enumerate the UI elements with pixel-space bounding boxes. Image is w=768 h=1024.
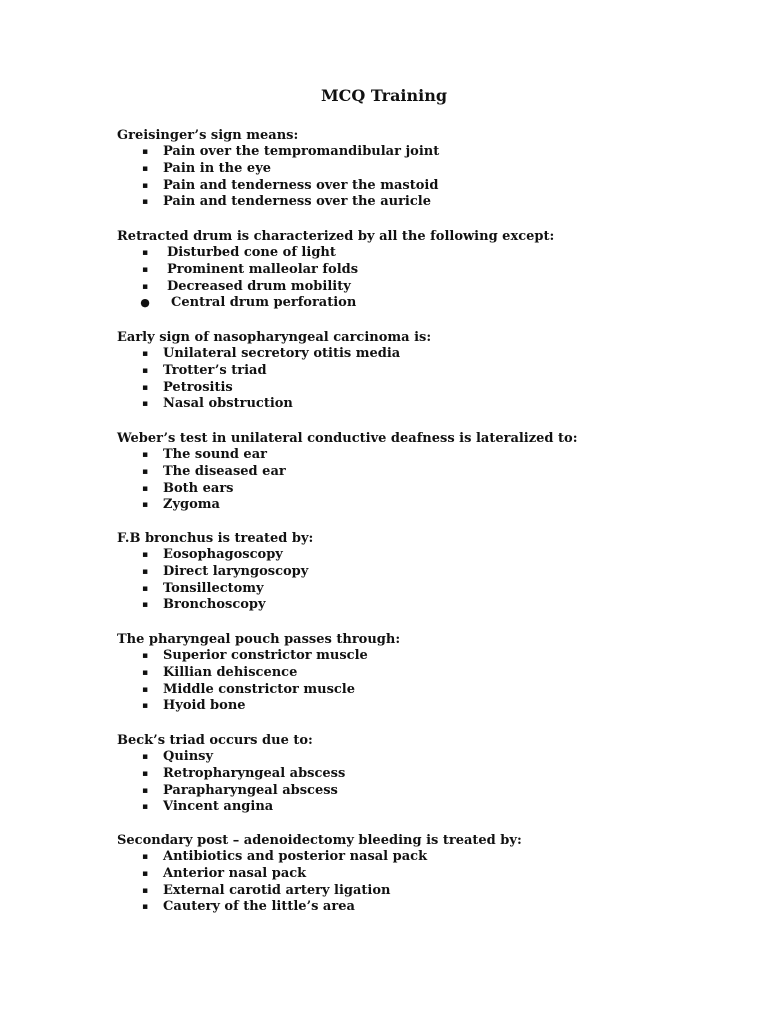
- question-text: The pharyngeal pouch passes through:: [117, 632, 401, 647]
- option-list: [117, 447, 737, 514]
- square-bullet-icon: ▪: [141, 785, 149, 796]
- question-text: F.B bronchus is treated by:: [117, 531, 314, 546]
- option-item: [117, 178, 737, 195]
- question-text: Early sign of nasopharyngeal carcinoma is:: [117, 330, 432, 345]
- square-bullet-icon: ▪: [141, 281, 149, 292]
- option-item: [117, 464, 737, 481]
- option-text: Pain and tenderness over the mastoid: [163, 177, 439, 193]
- square-bullet-icon: ▪: [141, 550, 149, 560]
- option-text: Retropharyngeal abscess: [163, 765, 346, 781]
- square-bullet-icon: ▪: [141, 684, 149, 695]
- square-bullet-icon: ▪: [141, 752, 149, 762]
- square-bullet-icon: ▪: [141, 768, 149, 779]
- option-text: Zygoma: [163, 497, 220, 513]
- question-block: [117, 329, 737, 413]
- option-list: [117, 346, 737, 413]
- square-bullet-icon: ▪: [141, 264, 149, 275]
- option-item: [117, 262, 737, 279]
- option-text: Nasal obstruction: [163, 396, 293, 412]
- square-bullet-icon: ▪: [141, 885, 149, 896]
- square-bullet-icon: ▪: [141, 583, 149, 594]
- option-item: [117, 564, 737, 581]
- square-bullet-icon: ▪: [141, 500, 149, 511]
- option-item: [117, 144, 737, 161]
- option-text: Trotter’s triad: [163, 362, 267, 378]
- option-text: Antibiotics and posterior nasal pack: [163, 849, 428, 864]
- square-bullet-icon: ▪: [141, 667, 149, 678]
- option-item: [117, 363, 737, 380]
- option-text: Middle constrictor muscle: [163, 681, 356, 697]
- option-text: External carotid artery ligation: [163, 882, 391, 898]
- square-bullet-icon: ▪: [141, 600, 149, 611]
- option-item: [117, 849, 737, 866]
- option-text: Pain and tenderness over the auricle: [163, 194, 431, 210]
- question-block: [117, 430, 737, 514]
- square-bullet-icon: ▪: [141, 180, 149, 191]
- option-text: Bronchoscopy: [163, 597, 266, 613]
- option-text: Unilateral secretory otitis media: [163, 346, 401, 361]
- option-text: Eosophagoscopy: [163, 547, 283, 562]
- option-text: Decreased drum mobility: [167, 278, 351, 294]
- option-text: Cautery of the little’s area: [163, 899, 355, 915]
- option-text: Parapharyngeal abscess: [163, 782, 338, 798]
- option-item: [117, 866, 737, 883]
- option-list: [117, 648, 737, 715]
- question-block: [117, 631, 737, 715]
- option-text: Tonsillectomy: [163, 580, 264, 596]
- question-text: Secondary post – adenoidectomy bleeding is treated by:: [117, 833, 522, 848]
- option-text: Disturbed cone of light: [167, 245, 336, 260]
- option-text: Direct laryngoscopy: [163, 563, 309, 579]
- option-text: The sound ear: [163, 447, 267, 462]
- option-item: [117, 161, 737, 178]
- option-item: [117, 194, 737, 211]
- square-bullet-icon: ▪: [141, 566, 149, 577]
- round-bullet-icon: ●: [140, 296, 150, 310]
- option-item: [117, 547, 737, 564]
- square-bullet-icon: ▪: [141, 483, 149, 494]
- option-text: Petrositis: [163, 379, 233, 395]
- option-text: Both ears: [163, 480, 234, 496]
- option-text: Hyoid bone: [163, 698, 246, 714]
- square-bullet-icon: ▪: [141, 902, 149, 913]
- option-item: [117, 497, 737, 514]
- square-bullet-icon: ▪: [141, 466, 149, 477]
- option-item: [117, 749, 737, 766]
- square-bullet-icon: ▪: [141, 147, 149, 157]
- option-item: [117, 295, 737, 312]
- option-item: [117, 245, 737, 262]
- square-bullet-icon: ▪: [141, 197, 149, 208]
- question-text: Greisinger’s sign means:: [117, 128, 299, 143]
- option-item: [117, 698, 737, 715]
- option-text: Pain in the eye: [163, 160, 272, 176]
- option-list: [117, 144, 737, 211]
- page-title: MCQ Training: [320, 86, 448, 105]
- square-bullet-icon: ▪: [141, 852, 149, 862]
- option-item: [117, 783, 737, 800]
- option-item: [117, 597, 737, 614]
- option-item: [117, 447, 737, 464]
- option-text: Anterior nasal pack: [163, 865, 307, 881]
- question-block: [117, 530, 737, 614]
- question-block: [117, 732, 737, 816]
- option-item: [117, 380, 737, 397]
- option-text: Pain over the tempromandibular joint: [163, 144, 440, 159]
- option-item: [117, 346, 737, 363]
- option-text: Quinsy: [163, 749, 214, 764]
- option-text: Superior constrictor muscle: [163, 648, 368, 663]
- square-bullet-icon: ▪: [141, 868, 149, 879]
- option-item: [117, 899, 737, 916]
- option-item: [117, 682, 737, 699]
- option-list: [117, 245, 737, 312]
- square-bullet-icon: ▪: [141, 382, 149, 393]
- option-item: [117, 396, 737, 413]
- option-text: Killian dehiscence: [163, 664, 298, 680]
- option-text: The diseased ear: [163, 463, 286, 479]
- square-bullet-icon: ▪: [141, 651, 149, 661]
- square-bullet-icon: ▪: [141, 450, 149, 460]
- question-block: [117, 228, 737, 312]
- option-item: [117, 665, 737, 682]
- square-bullet-icon: ▪: [141, 248, 149, 258]
- option-item: [117, 766, 737, 783]
- option-text: Vincent angina: [163, 799, 274, 815]
- square-bullet-icon: ▪: [141, 802, 149, 813]
- option-text: Prominent malleolar folds: [167, 261, 359, 277]
- question-block: [117, 127, 737, 211]
- option-item: [117, 481, 737, 498]
- square-bullet-icon: ▪: [141, 399, 149, 410]
- question-block: [117, 832, 737, 916]
- square-bullet-icon: ▪: [141, 163, 149, 174]
- option-list: [117, 547, 737, 614]
- square-bullet-icon: ▪: [141, 701, 149, 712]
- square-bullet-icon: ▪: [141, 365, 149, 376]
- option-item: [117, 279, 737, 296]
- option-text: Central drum perforation: [171, 295, 357, 311]
- option-item: [117, 883, 737, 900]
- option-item: [117, 581, 737, 598]
- option-list: [117, 749, 737, 816]
- option-list: [117, 849, 737, 916]
- square-bullet-icon: ▪: [141, 349, 149, 359]
- question-text: Beck’s triad occurs due to:: [117, 733, 313, 748]
- question-text: Weber’s test in unilateral conductive deafness is lateralized to:: [117, 431, 578, 446]
- option-item: [117, 648, 737, 665]
- question-text: Retracted drum is characterized by all the following except:: [117, 229, 555, 244]
- option-item: [117, 799, 737, 816]
